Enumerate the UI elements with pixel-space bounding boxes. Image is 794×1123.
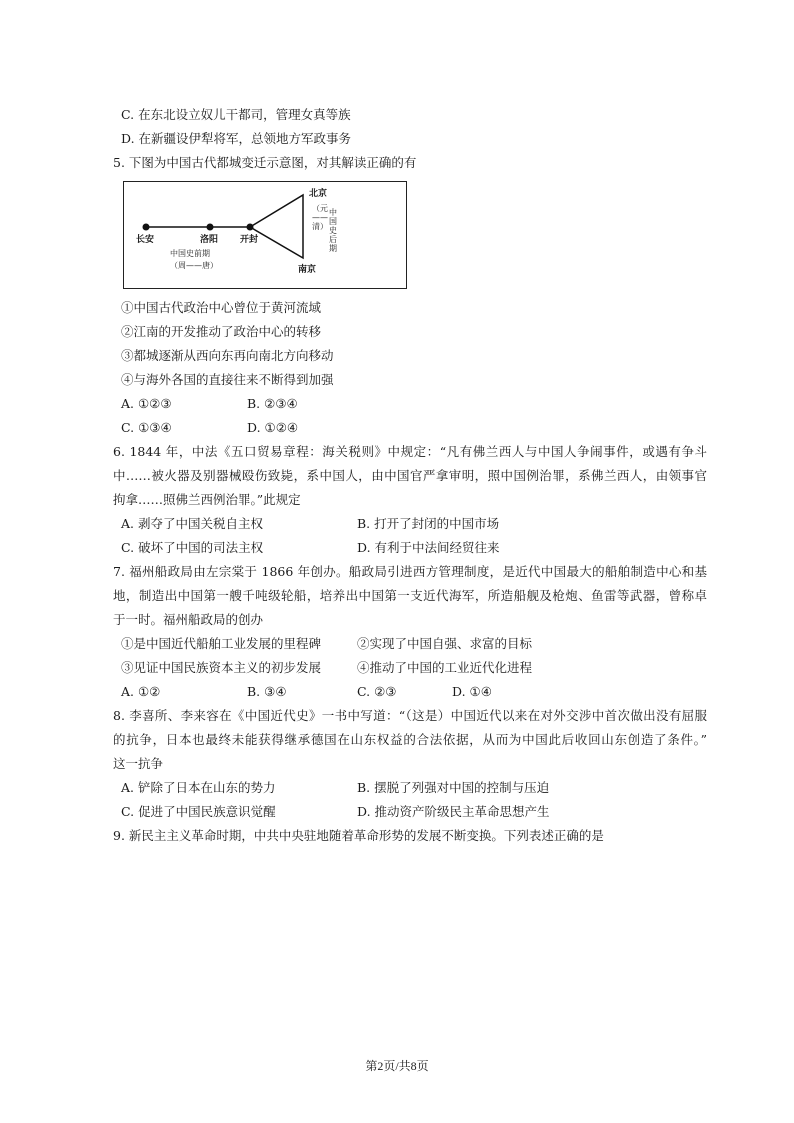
- q7-stem-line-2: 地，制造出中国第一艘千吨级轮船，培养出中国第一支近代海军，所造船舰及枪炮、鱼雷等武器，曾称卓: [113, 588, 707, 603]
- q6-stem-line-1: 6. 1844 年，中法《五口贸易章程：海关税则》中规定：“凡有佛兰西人与中国人争闹事件，或遇有争斗: [113, 444, 707, 459]
- q4-option-c: C. 在东北设立奴儿干都司，管理女真等族: [121, 107, 351, 122]
- q5-item-3: ③都城逐渐从西向东再向南北方向移动: [121, 348, 334, 363]
- early-period-label: 中国史前期: [170, 249, 210, 258]
- q6-stem-line-2: 中……被火器及别器械殴伤致毙，系中国人，由中国官严拿审明，照中国例治罪，系佛兰西人，由领事官: [113, 468, 707, 483]
- q8-option-c: C. 促进了中国民族意识觉醒: [121, 804, 276, 819]
- q7-stem-line-1: 7. 福州船政局由左宗棠于 1866 年创办。船政局引进西方管理制度，是近代中国最大的船舶制造中心和基: [113, 564, 707, 579]
- city-luoyang: 洛阳: [200, 235, 219, 245]
- q7-item-3: ③见证中国民族资本主义的初步发展: [121, 660, 322, 675]
- q7-item-2: ②实现了中国自强、求富的目标: [357, 636, 533, 651]
- late-period-label: 中国史后期: [329, 208, 337, 253]
- q7-option-b: B. ③④: [247, 684, 287, 699]
- q5-item-1: ①中国古代政治中心曾位于黄河流域: [121, 300, 322, 315]
- q5-option-d: D. ①②④: [247, 420, 299, 435]
- north-south-triangle: [250, 195, 303, 258]
- q5-option-a: A. ①②③: [121, 396, 172, 411]
- q9-stem: 9. 新民主主义革命时期，中共中央驻地随着革命形势的发展不断变换。下列表述正确的是: [113, 828, 604, 843]
- q7-stem-line-3: 于一时。福州船政局的创办: [113, 612, 264, 627]
- city-nanjing: 南京: [298, 265, 317, 275]
- luoyang-dot: [207, 224, 214, 231]
- city-kaifeng: 开封: [240, 235, 259, 245]
- q5-item-2: ②江南的开发推动了政治中心的转移: [121, 324, 322, 339]
- q6-option-d: D. 有利于中法间经贸往来: [357, 540, 500, 555]
- q8-option-b: B. 摆脱了列强对中国的控制与压迫: [357, 780, 550, 795]
- q8-stem-line-2: 的抗争，日本也最终未能获得继承德国在山东权益的合法依据，从而为中国此后收回山东创造了条件。”: [113, 732, 707, 747]
- early-period-range: （周——唐）: [170, 261, 218, 270]
- q5-option-c: C. ①③④: [121, 420, 172, 435]
- q5-item-4: ④与海外各国的直接往来不断得到加强: [121, 372, 334, 387]
- q8-option-d: D. 推动资产阶级民主革命思想产生: [357, 804, 550, 819]
- diagram-graphic: [124, 182, 408, 290]
- q6-stem-line-3: 拘拿……照佛兰西例治罪。”此规定: [113, 492, 301, 507]
- q7-item-4: ④推动了中国的工业近代化进程: [357, 660, 533, 675]
- q7-option-c: C. ②③: [357, 684, 397, 699]
- q8-stem-line-1: 8. 李喜所、李来容在《中国近代史》一书中写道：“（这是）中国近代以来在对外交涉中首次做出没有屈服: [113, 708, 707, 723]
- q6-option-b: B. 打开了封闭的中国市场: [357, 516, 500, 531]
- q8-stem-line-3: 这一抗争: [113, 756, 164, 771]
- q5-option-b: B. ②③④: [247, 396, 298, 411]
- q7-item-1: ①是中国近代船舶工业发展的里程碑: [121, 636, 322, 651]
- late-period-range: （元——清）: [312, 204, 328, 231]
- q6-option-a: A. 剥夺了中国关税自主权: [121, 516, 263, 531]
- q7-option-d: D. ①④: [452, 684, 492, 699]
- q5-stem: 5. 下图为中国古代都城变迁示意图，对其解读正确的有: [113, 155, 417, 170]
- capital-migration-diagram: [123, 181, 407, 289]
- kaifeng-dot: [247, 224, 254, 231]
- changan-dot: [143, 224, 150, 231]
- city-beijing: 北京: [309, 189, 328, 199]
- q7-option-a: A. ①②: [121, 684, 161, 699]
- page-number: 第2页/共8页: [365, 1059, 429, 1073]
- q4-option-d: D. 在新疆设伊犁将军，总领地方军政事务: [121, 131, 352, 146]
- q6-option-c: C. 破坏了中国的司法主权: [121, 540, 264, 555]
- city-changan: 长安: [136, 235, 155, 245]
- q8-option-a: A. 铲除了日本在山东的势力: [121, 780, 276, 795]
